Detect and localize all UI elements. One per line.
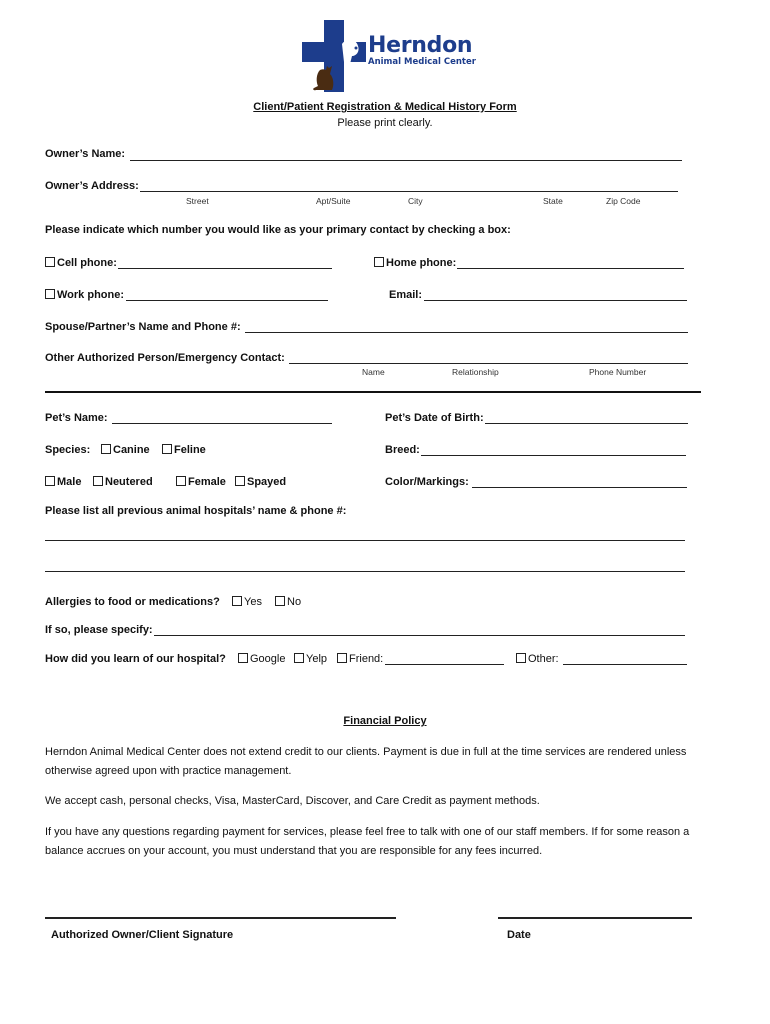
allergies-yes-option[interactable] xyxy=(232,596,262,608)
spayed-checkbox[interactable] xyxy=(235,476,245,486)
owner-name-field[interactable] xyxy=(130,160,682,161)
logo-subtitle: Animal Medical Center xyxy=(368,57,476,67)
cell-phone-checkbox[interactable] xyxy=(45,257,55,267)
other-source-option[interactable] xyxy=(516,653,559,665)
hospitals-label: Please list all previous animal hospitals’ name & phone #: xyxy=(45,505,347,517)
friend-label: Friend: xyxy=(349,653,384,665)
other-source-field[interactable] xyxy=(563,664,687,665)
specify-label: If so, please specify: xyxy=(45,624,153,636)
cell-phone-label: Cell phone: xyxy=(57,257,117,269)
cell-phone-field[interactable] xyxy=(118,268,332,269)
yelp-checkbox[interactable] xyxy=(294,653,304,663)
home-phone-checkbox[interactable] xyxy=(374,257,384,267)
policy-paragraph-1: Herndon Animal Medical Center does not extend credit to our clients. Payment is due in full at the time services are rendered unless otherwise agreed upon with practice management. xyxy=(45,746,687,777)
allergies-yes-checkbox[interactable] xyxy=(232,596,242,606)
allergies-label: Allergies to food or medications? xyxy=(45,596,220,608)
allergies-no-option[interactable] xyxy=(275,596,301,608)
neutered-checkbox[interactable] xyxy=(93,476,103,486)
color-markings-field[interactable] xyxy=(472,487,687,488)
feline-label: Feline xyxy=(174,444,206,456)
date-field[interactable] xyxy=(498,917,692,919)
address-sublabel-street: Street xyxy=(186,196,209,206)
canine-checkbox[interactable] xyxy=(101,444,111,454)
allergies-no-checkbox[interactable] xyxy=(275,596,285,606)
neutered-option[interactable] xyxy=(93,476,153,488)
canine-option[interactable] xyxy=(101,444,150,456)
owner-address-label: Owner’s Address: xyxy=(45,180,139,192)
canine-label: Canine xyxy=(113,444,150,456)
address-sublabel-apt: Apt/Suite xyxy=(316,196,351,206)
address-sublabel-state: State xyxy=(543,196,563,206)
allergies-no-label: No xyxy=(287,596,302,608)
email-field[interactable] xyxy=(424,300,687,301)
other-source-label: Other: xyxy=(528,653,559,665)
form-title: Client/Patient Registration & Medical History Form xyxy=(253,101,517,113)
work-phone-field[interactable] xyxy=(126,300,328,301)
work-phone-checkbox[interactable] xyxy=(45,289,55,299)
female-option[interactable] xyxy=(176,476,226,488)
specify-field[interactable] xyxy=(154,635,685,636)
neutered-label: Neutered xyxy=(105,476,153,488)
pet-name-field[interactable] xyxy=(112,423,332,424)
other-sublabel-relationship: Relationship xyxy=(452,367,499,377)
breed-label: Breed: xyxy=(385,444,420,456)
policy-paragraph-3: If you have any questions regarding payment for services, please feel free to talk with one of our staff members. If for some reason a balance accrues on your account, you must understand that you are responsible for any fees incurred. xyxy=(45,826,690,857)
pet-name-label: Pet’s Name: xyxy=(45,412,108,424)
yelp-option[interactable] xyxy=(294,653,327,665)
hospitals-field-1[interactable] xyxy=(45,540,685,541)
other-contact-field[interactable] xyxy=(289,363,688,364)
owner-name-label: Owner’s Name: xyxy=(45,148,126,160)
yelp-label: Yelp xyxy=(306,653,328,665)
other-sublabel-phone: Phone Number xyxy=(589,367,647,377)
work-phone-label: Work phone: xyxy=(57,289,125,301)
feline-option[interactable] xyxy=(162,444,206,456)
work-phone-option[interactable] xyxy=(45,289,124,301)
form-instruction: Please print clearly. xyxy=(337,117,433,129)
other-contact-label: Other Authorized Person/Emergency Contact: xyxy=(45,352,285,364)
male-checkbox[interactable] xyxy=(45,476,55,486)
friend-checkbox[interactable] xyxy=(337,653,347,663)
male-label: Male xyxy=(57,476,82,488)
other-sublabel-name: Name xyxy=(362,367,385,377)
breed-field[interactable] xyxy=(421,455,686,456)
spouse-label: Spouse/Partner’s Name and Phone #: xyxy=(45,321,241,333)
cell-phone-option[interactable] xyxy=(45,257,117,269)
species-label: Species: xyxy=(45,444,91,456)
section-divider xyxy=(45,391,701,393)
spayed-label: Spayed xyxy=(247,476,287,488)
home-phone-label: Home phone: xyxy=(386,257,457,269)
address-sublabel-city: City xyxy=(408,196,423,206)
owner-address-field[interactable] xyxy=(140,191,678,192)
spayed-option[interactable] xyxy=(235,476,286,488)
hospitals-field-2[interactable] xyxy=(45,571,685,572)
policy-title: Financial Policy xyxy=(343,715,427,727)
home-phone-field[interactable] xyxy=(457,268,684,269)
learn-label: How did you learn of our hospital? xyxy=(45,653,226,665)
spouse-field[interactable] xyxy=(245,332,688,333)
email-label: Email: xyxy=(389,289,423,301)
google-checkbox[interactable] xyxy=(238,653,248,663)
friend-field[interactable] xyxy=(385,664,504,665)
color-markings-label: Color/Markings: xyxy=(385,476,469,488)
google-option[interactable] xyxy=(238,653,285,665)
home-phone-option[interactable] xyxy=(374,257,456,269)
signature-field[interactable] xyxy=(45,917,396,919)
allergies-yes-label: Yes xyxy=(244,596,262,608)
date-label: Date xyxy=(507,929,531,941)
google-label: Google xyxy=(250,653,286,665)
female-label: Female xyxy=(188,476,226,488)
pet-dob-field[interactable] xyxy=(485,423,688,424)
other-source-checkbox[interactable] xyxy=(516,653,526,663)
cross-with-cat-and-dog-icon xyxy=(302,20,366,92)
pet-dob-label: Pet’s Date of Birth: xyxy=(385,412,484,424)
address-sublabel-zip: Zip Code xyxy=(606,196,641,206)
logo-name: Herndon xyxy=(368,33,473,58)
female-checkbox[interactable] xyxy=(176,476,186,486)
feline-checkbox[interactable] xyxy=(162,444,172,454)
friend-option[interactable] xyxy=(337,653,383,665)
contact-prompt: Please indicate which number you would like as your primary contact by checking a box: xyxy=(45,224,511,236)
male-option[interactable] xyxy=(45,476,81,488)
policy-paragraph-2: We accept cash, personal checks, Visa, MasterCard, Discover, and Care Credit as payment methods. xyxy=(45,795,540,807)
signature-label: Authorized Owner/Client Signature xyxy=(51,929,234,941)
